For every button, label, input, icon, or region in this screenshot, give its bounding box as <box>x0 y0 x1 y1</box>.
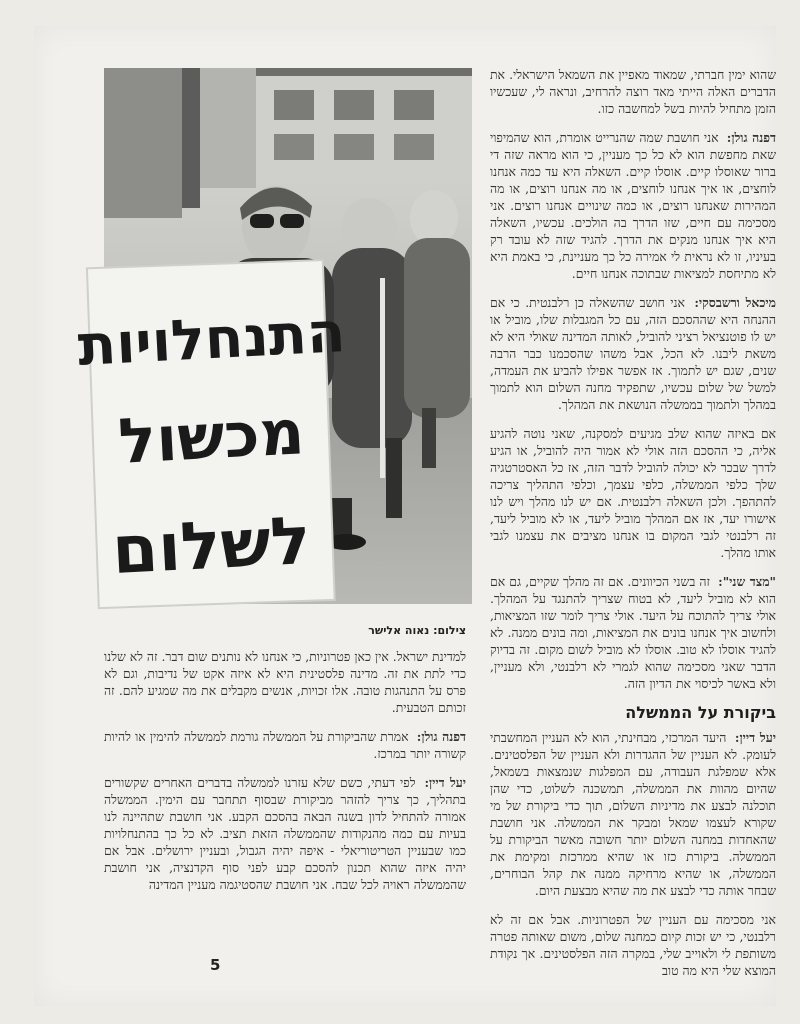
page-number: 5 <box>210 956 221 974</box>
photo-caption: צילום: נאוה אלישר <box>368 624 466 637</box>
speaker-name: דפנה גולן: <box>416 729 466 744</box>
sign-line-2: מכשול <box>116 395 307 478</box>
paragraph-text: אמרת שהביקורת על הממשלה גורמת לממשלה להימין או להיות קשורה יותר במרכז. <box>104 729 466 761</box>
speaker-name: יעל דיין: <box>424 775 467 790</box>
paragraph <box>490 911 776 979</box>
speaker-name: מיכאל ורשבסקי: <box>694 295 776 310</box>
paragraph <box>490 294 776 413</box>
paragraph <box>490 729 776 899</box>
paragraph-text: אני מסכימה עם העניין של הפטרוניות. אבל אם זה לא רלבנטי, כי יש זכות קיום כמחנה שלום, משום שאותה פטרה משותפת לי ולאוייב שלי, במקרה הזה הפלסטינים. אך נקודת המוצא שלי היא מה טוב <box>490 912 776 978</box>
speaker-name: דפנה גולן: <box>726 130 776 145</box>
sign-line-3: לשלום <box>110 501 313 590</box>
left-column <box>104 648 466 938</box>
paragraph-text: זה בשני הכיוונים. אם זה מהלך שקיים, גם אם הוא לא מוביל ליעד, לא בטוח שצריך להתנגד על המהלך. אולי צריך להתוכח על היעד. אולי צריך לומר שזו המציאות, ולחשוב איך אנחנו בונים את המציאות, ומה בונים ממנה. לא להגיד אוסלו לא טוב. אוסלו לא מוביל לשום מקום. זה בדיוק הדבר שאני מסכימה שהוא לגמרי לא רלבנטי, ולא מעניין, ולא באשר לכיסוי את הדיון הזה. <box>490 574 776 691</box>
protest-photo <box>76 68 472 604</box>
speaker-name: "מצד שני": <box>718 574 776 589</box>
paragraph <box>104 728 466 762</box>
paragraph <box>490 66 776 117</box>
paragraph-text: למדינת ישראל. אין כאן פטרוניות, כי אנחנו לא נותנים שום דבר. זה לא שלנו כדי לתת את זה. מדינה פלסטינית היא לא איזה אקט של נדיבות, וגם לא פרס על התנהגות טובה. אלו זכויות, אנשים מקבלים את מה שמגיע להם. זה זכותם הטבעית. <box>104 649 466 715</box>
paragraph-text: לפי דעתי, כשם שלא עזרנו לממשלה בדברים האחרים שקשורים בתהליך, כך צריך להזהר מביקורת שבסוף תתחבר עם הימין. הממשלה אמורה להתחיל לדון בשנה הבאה בהסכם הקבע. אני חושבת שתהיינה לנו בעיות עם כמה מהנקודות שהממשלה הזאת תציב. לא כל כך בהתנחלויות כמו שבעניין הטריטוריאלי - איפה יהיה הגבול, ובעניין ירושלים. אבל אם יהיה איזה שהוא תכנון להסכם קבע לפני סוף הקדנציה, אני חושבת שהממשלה ראויה לכל שבח. אני חושבת שהסטיגמה מעניין המדינה <box>104 775 466 892</box>
paragraph-text: היעד המרכזי, מבחינתי, הוא לא העניין המחשבתי לעומק. לא העניין של ההגדרות ולא העניין של הפלסטינים. אלא שמפלגת העבודה, עם המפלגות שנמצאות בשמאל, שהיום מהוות את הממשלה, תמשכנה לשלוט, כדי שהן תוכלנה לבצע את מדיניות השלום, תוך כדי ביקורת של מי שקורא לעצמו שמאל ומבקר את הממשלה. אני חושבת שהאחדות במחנה השלום יותר חשובה מאשר הביקורת על הממשלה. ביקורת כזו או שהיא ממרכזת ומקימת את הממשלה, או שהיא מרחיקה ממנה את קהל הבוחרים, שבחר אותה כדי לבצע את מה שהיא מבצעת היום. <box>490 730 776 898</box>
photo-illustration <box>76 68 472 604</box>
sign-line-1: התנחלויות <box>76 300 347 379</box>
paragraph <box>490 425 776 561</box>
paragraph-text: אני חושב שהשאלה כן רלבנטית. כי אם ההנחה היא שההסכם הזה, עם כל המגבלות שלו, מוביל או יש לו פוטנציאל רציני להוביל, לאותה המדינה שאולי היא לא משאת ליבנו. לא הכל, אבל משהו שהסכמנו כבר הרבה שנים, שגם יש לתמוך. אז אפשר אפילו להביע את העמדה, למשל של שלום עכשיו, שתפקיד מחנה השלום הוא לתמוך במהלך ולתמוך בממשלה הנושאת את המהלך. <box>490 295 776 412</box>
paragraph <box>104 648 466 716</box>
magazine-page <box>34 26 776 1006</box>
speaker-name: יעל דיין: <box>734 730 776 745</box>
paragraph-text: אני חושבת שמה שהנרייט אומרת, הוא שהמיפוי שאת מחפשת הוא לא כל כך מעניין, כי הוא מראה שזה די ברור שאוסלו קיים. אוסלו קיים. השאלה היא עד כמה אנחנו לוחצים, או איך אנחנו לוחצים, או מה אנחנו רוצים, או מה המהירות שאנחנו רוצים, או כמה שינויים אנחנו רוצים. אני מסכימה עם חיים, שזו הדרך בה הולכים. עכשיו, השאלה היא איך אנחנו מנקים את הדרך. להגיד שזה לא עובד רק בעיניו, זו לא נראית לי אמירה כל כך מעניינת, כי באמת היא לא מתיחסת למציאות שבתוכה אנחנו חיים. <box>490 130 776 281</box>
paragraph-text: אם באיזה שהוא שלב מגיעים למסקנה, שאני נוטה להגיע אליה, כי ההסכם הזה אולי לא אמור היה להוביל, או הגיע לדרך שבכר לא יכולה להוביל לדבר הזה, אז כל האסטרטגיה שלך כלפי הממשלה, כלפי עצמך, וכלפי התהליך צריכה להתהפך. ולכן השאלה רלבנטית. אם יש לנו מהלך ויש לנו אישורו יעד, אז אם המהלך מוביל ליעד, או לא מוביל ליעד, זה רלבנטי לגבי המקום בו אנחנו מציבים את עצמנו לגבי אותו מהלך. <box>490 426 776 560</box>
paragraph <box>490 573 776 692</box>
right-column <box>490 66 776 978</box>
paragraph <box>490 129 776 282</box>
paragraph <box>104 774 466 893</box>
paragraph-text: שהוא ימין חברתי, שמאוד מאפיין את השמאל הישראלי. את הדברים האלה הייתי מאד רוצה להרחיב, ונראה לי, שעכשיו הזמן מתחיל להיות בשל למחשבה כזו. <box>490 67 776 116</box>
section-heading: ביקורת על הממשלה <box>625 703 776 722</box>
